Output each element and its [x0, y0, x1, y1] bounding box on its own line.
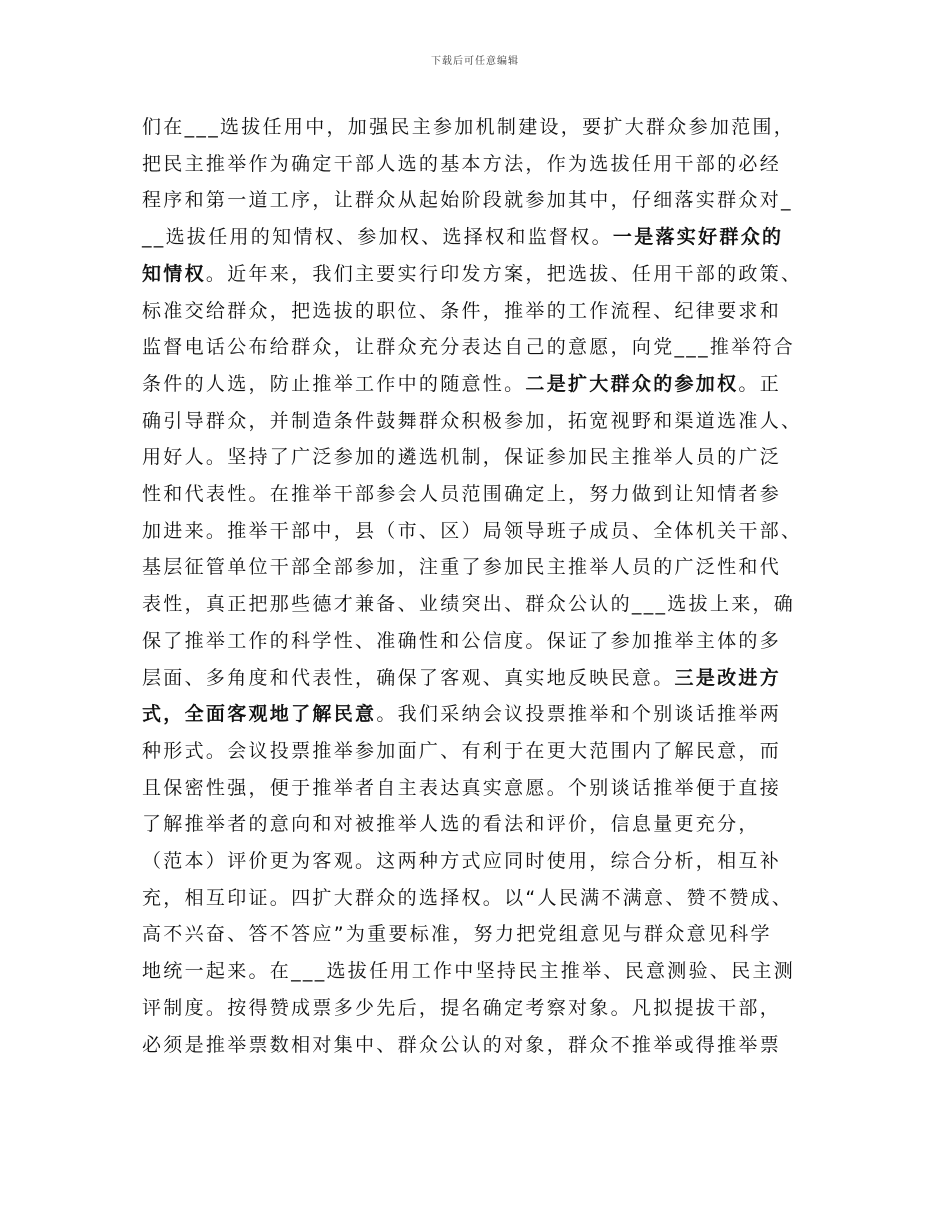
text-segment: 。近年来，我们主要实行印发方案，把选拔、任用干部的政策、: [205, 262, 803, 285]
text-line: [142, 1027, 822, 1064]
text-segment: 。我们采纳会议投票推举和个别谈话推举两: [376, 703, 782, 726]
text-line: [142, 549, 822, 586]
text-segment: 。正: [738, 372, 782, 395]
text-line: [142, 256, 822, 293]
text-segment: 监督电话公布给群众，让群众充分表达自己的意愿，向党___推举符合: [142, 336, 796, 359]
text-line: [142, 439, 822, 476]
text-segment: 种形式。会议投票推举参加面广、有利于在更大范围内了解民意，而: [142, 739, 782, 762]
text-segment: 保了推举工作的科学性、准确性和公信度。保证了参加推举主体的多: [142, 629, 782, 652]
text-segment: 了解推举者的意向和对被推举人选的看法和评价，信息量更充分，: [142, 813, 760, 836]
text-segment: 加进来。推举干部中，县（市、区）局领导班子成员、全体机关干部、: [142, 519, 803, 542]
text-segment: __选拔任用的知情权、参加权、选择权和监督权。: [142, 226, 613, 249]
text-segment: 充，相互印证。四扩大群众的选择权。以“人民满不满意、赞不赞成、: [142, 886, 794, 909]
text-line: [142, 770, 822, 807]
text-segment: 们在___选拔任用中，加强民主参加机制建设，要扩大群众参加范围，: [142, 116, 796, 138]
text-segment: 用好人。坚持了广泛参加的遴选机制，保证参加民主推举人员的广泛: [142, 446, 782, 469]
bold-text-segment: 式，全面客观地了解民意: [142, 703, 377, 726]
bold-text-segment: 知情权: [142, 262, 206, 285]
text-segment: 且保密性强，便于推举者自主表达真实意愿。个别谈话推举便于直接: [142, 776, 782, 799]
text-line: [142, 403, 822, 440]
text-segment: 标准交给群众，把选拔的职位、条件，推举的工作流程、纪律要求和: [142, 299, 782, 322]
text-segment: 基层征管单位干部全部参加，注重了参加民主推举人员的广泛性和代: [142, 556, 782, 579]
text-segment: 层面、多角度和代表性，确保了客观、真实地反映民意。: [142, 666, 675, 689]
text-line: [142, 733, 822, 770]
text-segment: 地统一起来。在___选拔任用工作中坚持民主推举、民意测验、民主测: [142, 960, 796, 983]
text-line: [142, 806, 822, 843]
text-segment: 把民主推举作为确定干部人选的基本方法，作为选拔任用干部的必经: [142, 152, 782, 175]
text-line: [142, 953, 822, 990]
text-line: [142, 880, 822, 917]
text-segment: 评制度。按得赞成票多少先后，提名确定考察对象。凡拟提拔干部，: [142, 996, 782, 1019]
page-header: 下载后可任意编辑: [431, 56, 519, 67]
bold-text-segment: 三是改进方: [674, 666, 782, 689]
text-line: [142, 513, 822, 550]
text-line: [142, 219, 822, 256]
text-segment: 必须是推举票数相对集中、群众公认的对象，群众不推举或得推举票: [142, 1033, 782, 1056]
text-line: [142, 990, 822, 1027]
text-line: [142, 109, 822, 146]
text-segment: 确引导群众，并制造条件鼓舞群众积极参加，拓宽视野和渠道选准人、: [142, 409, 803, 432]
text-line: [142, 696, 822, 733]
bold-text-segment: 二是扩大群众的参加权: [525, 372, 739, 395]
text-line: [142, 586, 822, 623]
text-segment: 程序和第一道工序，让群众从起始阶段就参加其中，仔细落实群众对_: [142, 189, 793, 212]
text-segment: 性和代表性。在推举干部参会人员范围确定上，努力做到让知情者参: [142, 483, 782, 506]
text-line: [142, 293, 822, 330]
text-line: [142, 366, 822, 403]
text-segment: 表性，真正把那些德才兼备、业绩突出、群众公认的___选拔上来，确: [142, 593, 796, 616]
text-segment: 条件的人选，防止推举工作中的随意性。: [142, 372, 526, 395]
text-line: [142, 660, 822, 697]
text-line: [142, 916, 822, 953]
text-line: [142, 182, 822, 219]
document-body: [142, 109, 822, 1063]
bold-text-segment: 一是落实好群众的: [612, 226, 784, 249]
text-line: [142, 476, 822, 513]
text-line: [142, 623, 822, 660]
text-segment: （范本）评价更为客观。这两种方式应同时使用，综合分析，相互补: [142, 850, 782, 873]
text-segment: 高不兴奋、答不答应”为重要标准，努力把党组意见与群众意见科学: [142, 923, 772, 946]
text-line: [142, 843, 822, 880]
text-line: [142, 146, 822, 183]
text-line: [142, 329, 822, 366]
